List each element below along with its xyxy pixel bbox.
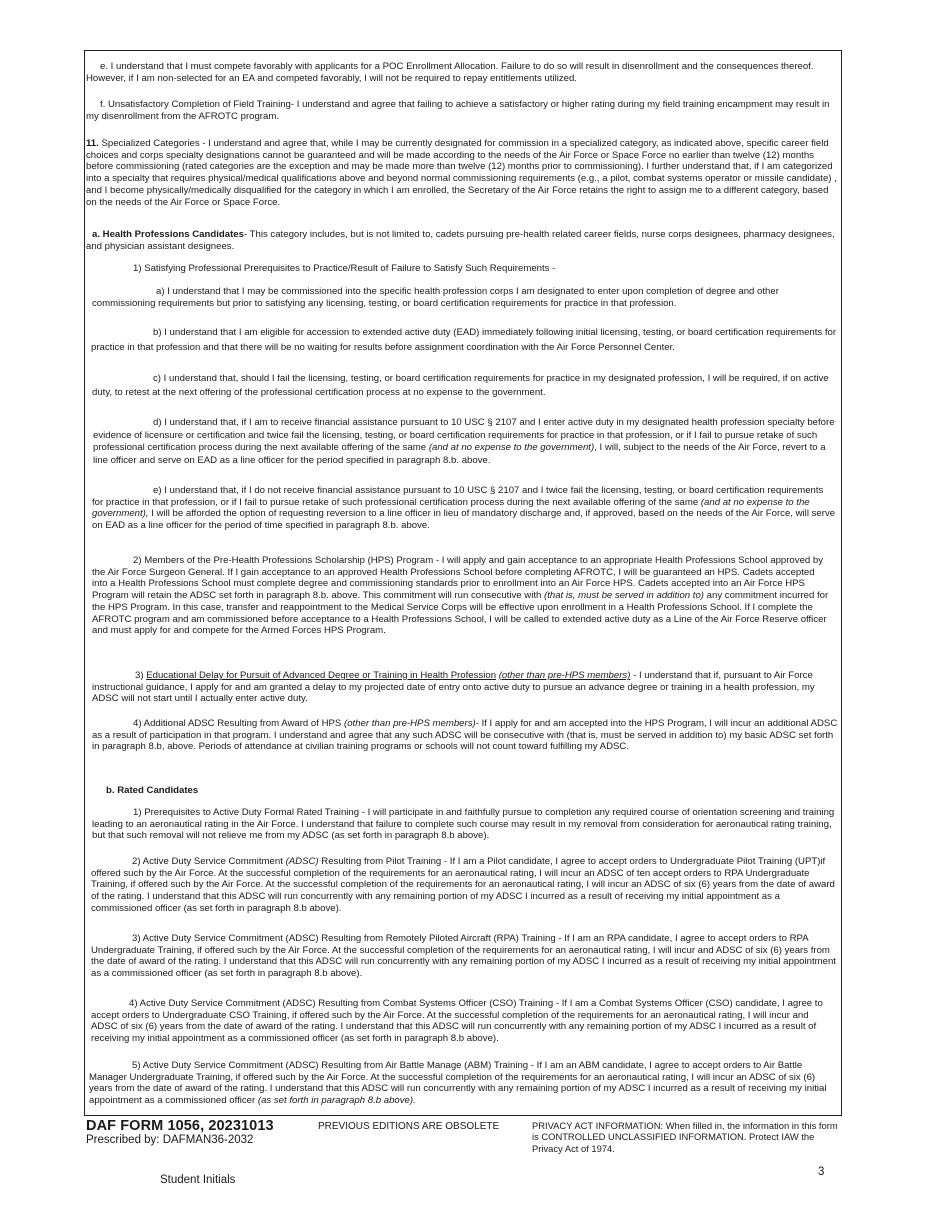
paragraph-11b-heading: b. Rated Candidates (106, 785, 199, 796)
paragraph-11b5: 5) Active Duty Service Commitment (ADSC) Resulting from Air Battle Manage (ABM) Training - If I am an ABM candidate, I agree to accept orders to Air Battle Manager Undergraduate Training, if offered such by the Air Force. At the successful completion of the requirements for an aeronautical rating, I will incur an ADSC of six (6) years from the date of award of the rating. I understand that this ADSC will run concurrently with any remaining portion of my ADSC I incurred as a result of receiving my initial appointment as a commissioned officer (as set forth in paragraph 8.b above). (89, 1060, 827, 1107)
paragraph-11a4: 4) Additional ADSC Resulting from Award of HPS (other than pre-HPS members)- If I apply for and am accepted into the HPS Program, I will incur an additional ADSC as a result of participation in that program. I understand and agree that any such ADSC will be consecutive with (that is, must be served in addition to) my basic ADSC set forth in paragraph 8.b, above. Periods of attendance at civilian training programs or schools will not count toward fulfilling my ADSC. (92, 718, 838, 753)
paragraph-11b4: 4) Active Duty Service Commitment (ADSC) Resulting from Combat Systems Officer (CSO) Training - If I am a Combat Systems Officer (CSO) candidate, I agree to accept orders to Undergraduate CSO Training, if offered such by the Air Force. At the successful completion of the requirements for an aeronautical rating, I will incur and ADSC of six (6) years from the date of award of the rating. I understand that this ADSC will run concurrently with any remaining portion of my ADSC I incurred as a result of receiving my initial appointment as a commissioned officer (as set forth in paragraph 8.b above). (91, 998, 823, 1045)
paragraph-11a: a. Health Professions Candidates- This category includes, but is not limited to, cadets pursuing pre-health related career fields, nurse corps designees, pharmacy designees, and physician assistant designees. (86, 229, 835, 252)
paragraph-11a3: 3) Educational Delay for Pursuit of Advanced Degree or Training in Health Profession (other than pre-HPS members) - I understand that if, pursuant to Air Force instructional guidance, I apply for and am granted a delay to my projected date of entry onto active duty to pursue an advance degree or training in a health profession, my ADSC will not start until I actually enter active duty. (92, 670, 815, 705)
paragraph-10e: e. I understand that I must compete favorably with applicants for a POC Enrollment Allocation. Failure to do so will result in disenrollment and the consequences thereof. However, if I am non-selected for an EA and competed favorably, I will not be required to repay entitlements utilized. (86, 61, 814, 84)
paragraph-11a1c: c) I understand that, should I fail the licensing, testing, or board certification requirements for practice in my designated profession, I will be required, if on active duty, to retest at the next offering of the professional certification process at no expense to the government. (92, 373, 829, 398)
paragraph-number: 11. (86, 138, 99, 149)
paragraph-11a1: 1) Satisfying Professional Prerequisites to Practice/Result of Failure to Satisfy Such Requirements - (133, 263, 556, 274)
section-heading: a. Health Professions Candidates (92, 229, 244, 240)
form-title: DAF FORM 1056, 20231013 (86, 1118, 274, 1134)
paragraph-11b2: 2) Active Duty Service Commitment (ADSC) Resulting from Pilot Training - If I am a Pilot candidate, I agree to accept orders to Undergraduate Pilot Training (UPT)if offered such by the Air Force. At the successful completion of the requirements for an aeronautical rating, I will incur an ADSC of ten accept orders to RPA Undergraduate Training, if offered such by the Air Force. At the successful completion of the requirements for an aeronautical rating, I will incur an ADSC of six (6) years from the date of award of the rating. I understand that this ADSC will run concurrently with any remaining portion of my ADSC I incurred as a result of receiving my initial appointment as a commissioned officer (as set forth in paragraph 8.b above). (91, 856, 835, 914)
paragraph-11b1: 1) Prerequisites to Active Duty Formal Rated Training - I will participate in and faithfully pursue to completion any required course of orientation screening and training leading to an aeronautical rating in the Air Force. I understand that failure to complete such course may result in my removal from consideration for aeronautical rating training, but that such removal will not relieve me from my ADSC (as set forth in paragraph 8.b above). (92, 807, 835, 842)
paragraph-11a2: 2) Members of the Pre-Health Professions Scholarship (HPS) Program - I will apply and gain acceptance to an appropriate Health Professions School approved by the Air Force Surgeon General. If I gain acceptance to an approved Health Professions School before completing AFROTC, I will be guaranteed an HPS. Cadets accepted into a Health Professions School must complete degree and commissioning standards prior to enrollment into an Air Force HPS. Cadets accepted into an Air Force HPS Program will retain the ADSC set forth in paragraph 8.b. above. This commitment will run consecutive with (that is, must be served in addition to) any commitment incurred for the HPS Program. In this case, transfer and reappointment to the Medical Service Corps will be effective upon enrollment in a Health Professions School. If I complete the AFROTC program and am commissioned before acceptance to a Health Professions School, I will be called to extended active duty as a Line of the Air Force Reserve officer and must apply for and compete for the Armed Forces HPS Program. (92, 555, 829, 637)
paragraph-11a1d: d) I understand that, if I am to receive financial assistance pursuant to 10 USC § 2107 and I enter active duty in my designated health profession specialty before evidence of licensure or certification and twice fail the licensing, testing, or board certification requirements for practice in that profession, or if I fail to pursue retake of such professional certification process during the next available offering of the same (and at no expense to the government), I will, subject to the needs of the Air Force, revert to a line officer and serve on EAD as a line officer for the period specified in paragraph 8.b. above. (93, 417, 835, 466)
obsolete-notice: PREVIOUS EDITIONS ARE OBSOLETE (318, 1121, 500, 1132)
paragraph-11a1a: a) I understand that I may be commissioned into the specific health profession corps I am designated to enter upon completion of degree and other commissioning requirements but prior to satisfying any licensing, testing, or board certification requirements for practice in that profession. (92, 286, 779, 309)
privacy-act-notice: PRIVACY ACT INFORMATION: When filled in, the information in this form is CONTROLLED UNCLASSIFIED INFORMATION. Protect IAW the Privacy Act of 1974. (532, 1120, 838, 1154)
paragraph-11b3: 3) Active Duty Service Commitment (ADSC) Resulting from Remotely Piloted Aircraft (RPA) Training - If I am an RPA candidate, I agree to accept orders to RPA Undergraduate Training, if offered such by the Air Force. At the successful completion of the requirements for an aeronautical rating, I will incur and ADSC of six (6) years from the date of award of the rating. I understand that this ADSC will run concurrently with any remaining portion of my ADSC I incurred as a result of receiving my initial appointment as a commissioned officer (as set forth in paragraph 8.b above). (91, 933, 836, 980)
paragraph-11: 11. Specialized Categories - I understand and agree that, while I may be currently designated for commission in a specialized category, as indicated above, specific career field choices and corps specialty designations cannot be guaranteed and will be made according to the needs of the Air Force or Space Force no earlier than twelve (12) months before commissioning (rated categories are the exception and may be made more than twelve (12) months prior to commissioning). I further understand that, if I am categorized into a specialty that requires physical/medical qualifications above and beyond normal commissioning requirements (e.g., a pilot, combat systems operator or missile candidate) , and I become physically/medically disqualified for the category in which I am enrolled, the Secretary of the Air Force retains the right to assign me to a different category, based on the needs of the Air Force or Space Force. (86, 138, 837, 208)
prescribed-by: Prescribed by: DAFMAN36-2032 (86, 1134, 254, 1146)
paragraph-10f: f. Unsatisfactory Completion of Field Training- I understand and agree that failing to achieve a satisfactory or higher rating during my field training encampment may result in my disenrollment from the AFROTC program. (86, 99, 830, 122)
page-number: 3 (818, 1166, 825, 1178)
student-initials-label: Student Initials (160, 1174, 236, 1186)
paragraph-11a1b: b) I understand that I am eligible for accession to extended active duty (EAD) immediately following initial licensing, testing, or board certification requirements for practice in that profession and that there will be no waiting for results before assignment coordination with the Air Force Personnel Center. (91, 327, 837, 353)
paragraph-11a1e: e) I understand that, if I do not receive financial assistance pursuant to 10 USC § 2107 and I twice fail the licensing, testing, or board certification requirements for practice in that profession, or if I fail to pursue retake of such professional certification process during the next available offering of the same (and at no expense to the government), I will be afforded the option of requesting reversion to a line officer in lieu of mandatory discharge and, if approved, based on the needs of the Air Force, will serve on EAD as a line officer for the period of time specified in paragraph 8.b. above. (92, 485, 836, 532)
